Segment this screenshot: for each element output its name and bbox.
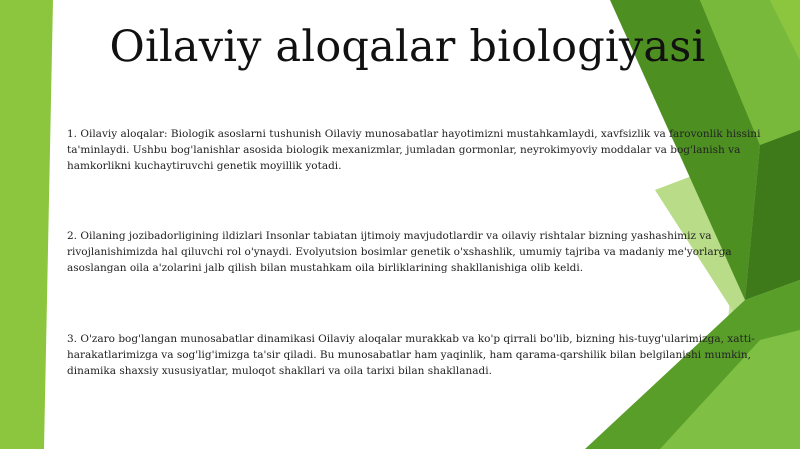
paragraph-2: 2. Oilaning jozibadorligining ildizlari Insonlar tabiatan ijtimoiy mavjudotlardir va oilaviy rishtalar bizning yashashimiz va rivojlanishimizda hal qiluvchi rol o'ynaydi. Evolyutsion bosimlar genetik o'xshashlik, umumiy tajriba va madaniy me'yorlarga asoslangan oila a'zolarini jalb qilish bilan mustahkam oila birliklarining shakllanishiga olib keldi. [67,230,732,274]
paragraph-1: 1. Oilaviy aloqalar: Biologik asoslarni tushunish Oilaviy munosabatlar hayotimizni mustahkamlaydi, xavfsizlik va farovonlik hissini ta'minlaydi. Ushbu bog'lanishlar asosida biologik mexanizmlar, jumladan gormonlar, neyrokimyoviy moddalar va bog'lanish va hamkorlikni kuchaytiruvchi genetik moyillik yotadi. [67,128,761,172]
paragraph-3: 3. O'zaro bog'langan munosabatlar dinamikasi Oilaviy aloqalar murakkab va ko'p qirrali bo'lib, bizning his-tuyg'ularimizga, xatti-harakatlarimizga va sog'lig'imizga ta'sir qiladi. Bu munosabatlar ham yaqinlik, ham qarama-qarshilik bilan belgilanishi mumkin, dinamika shaxsiy xususiyatlar, muloqot shakllari va oila tarixi bilan shakllanadi. [67,333,755,377]
slide-title: Oilaviy aloqalar biologiyasi [109,22,706,72]
